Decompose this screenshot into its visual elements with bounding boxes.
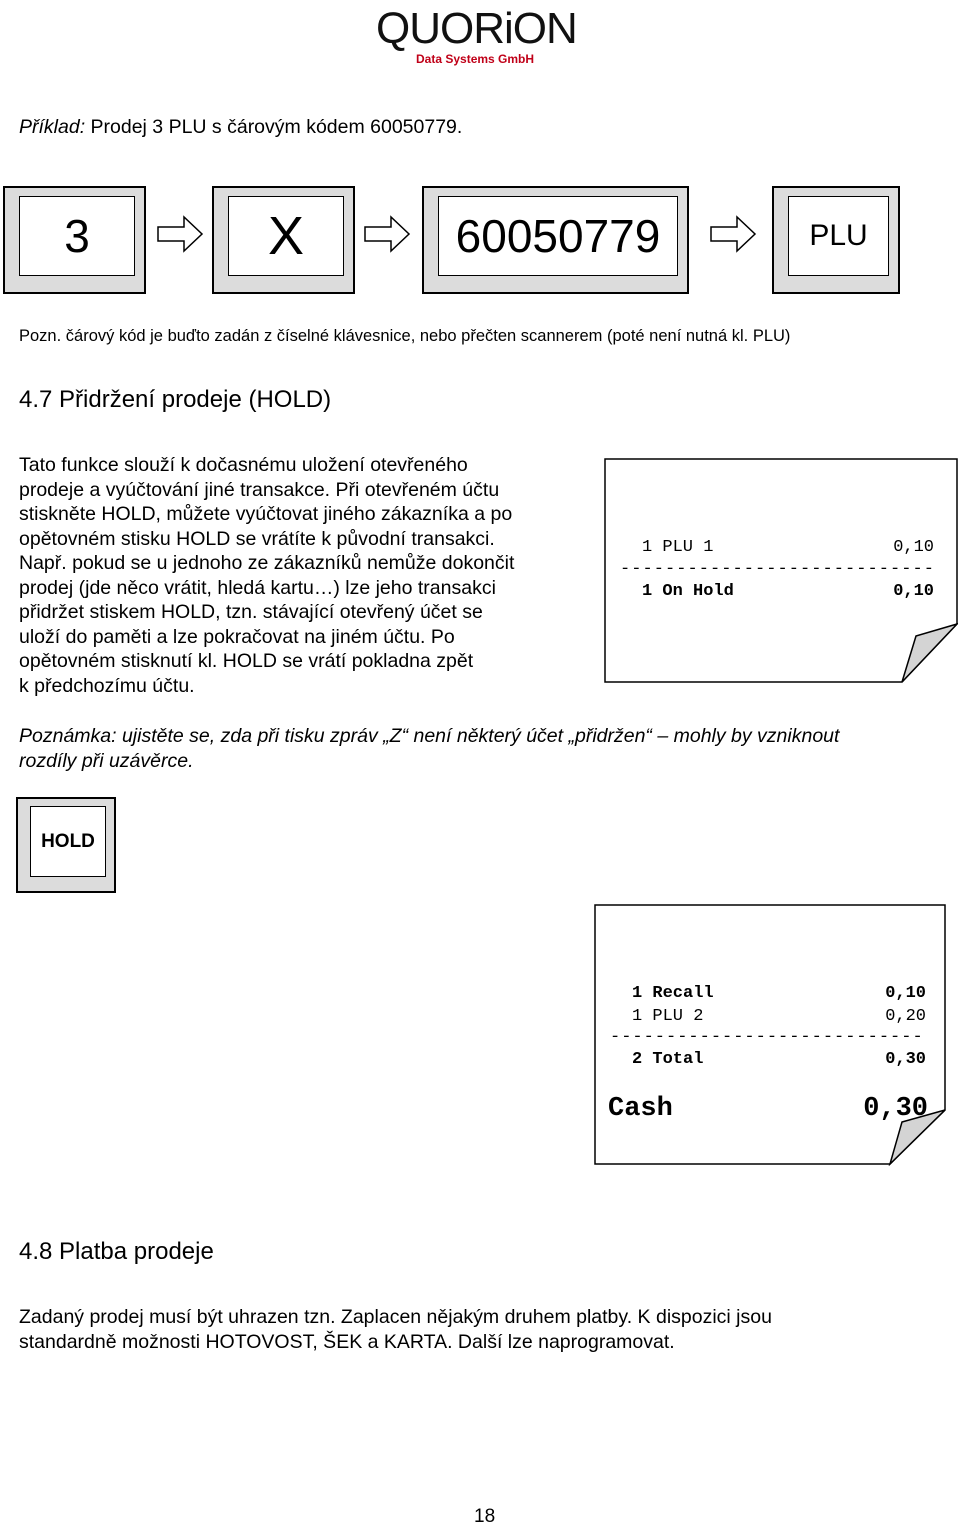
key-barcode-label: 60050779	[455, 210, 661, 262]
receipt-separator: ----------------------------	[620, 560, 936, 579]
key-x	[212, 186, 355, 294]
section-title-payment: 4.8 Platba prodeje	[19, 1238, 214, 1265]
receipt-line-value: 0,30	[885, 1050, 926, 1069]
key-hold-label: HOLD	[41, 830, 95, 852]
arrow-right-icon	[156, 214, 204, 254]
paragraph-line: přidržet stiskem HOLD, tzn. stávající otevřený účet se	[19, 601, 483, 623]
logo-wordmark: QUORiON	[376, 4, 577, 53]
receipt-hold	[604, 458, 958, 684]
page-number: 18	[474, 1506, 496, 1527]
receipt-line-value: 0,10	[885, 984, 926, 1003]
receipt-cash-value: 0,30	[863, 1094, 928, 1124]
paragraph-line: opětovném stisknutí kl. HOLD se vrátí pokladna zpět	[19, 650, 474, 672]
paragraph-line: uloží do paměti a lze pokračovat na jiném účtu. Po	[19, 625, 455, 648]
key-barcode	[422, 186, 689, 294]
key-hold	[16, 797, 116, 893]
receipt-line-label: 2 Total	[632, 1050, 704, 1069]
example-text: Prodej 3 PLU s čárovým kódem 60050779.	[85, 116, 463, 138]
hold-paragraph	[19, 453, 577, 698]
arrow-right-icon	[363, 214, 411, 254]
receipt-separator: ----------------------------	[610, 1028, 924, 1047]
paragraph-line: Zadaný prodej musí být uhrazen tzn. Zaplacen nějakým druhem platby. K dispozici jsou	[19, 1306, 772, 1328]
section-title-hold: 4.7 Přidržení prodeje (HOLD)	[19, 386, 332, 413]
example-line	[19, 115, 462, 140]
note-line: Poznámka: ujistěte se, zda při tisku zpráv „Z“ není některý účet „přidržen“ – mohly by vzniknout	[19, 725, 840, 747]
receipt-line-value: 0,10	[893, 582, 934, 601]
receipt-line-label: 1 On Hold	[642, 582, 734, 601]
key-x-label: X	[267, 206, 305, 266]
paragraph-line: k předchozímu účtu.	[19, 674, 195, 697]
paragraph-line: Např. pokud se u jednoho ze zákazníků nemůže dokončit	[19, 552, 515, 574]
paragraph-line: Tato funkce slouží k dočasnému uložení otevřeného	[19, 454, 468, 476]
key-plu-label: PLU	[809, 219, 868, 252]
payment-paragraph	[19, 1305, 956, 1354]
receipt-line-label: 1 PLU 1	[642, 538, 714, 557]
quorion-logo	[376, 4, 596, 66]
paragraph-line: prodej (jde něco vrátit, hledá kartu…) lze jeho transakci	[19, 576, 496, 599]
logo-subtitle: Data Systems GmbH	[416, 52, 535, 66]
key-plu	[772, 186, 900, 294]
receipt-line-value: 0,10	[893, 538, 934, 557]
receipt-recall	[594, 904, 946, 1166]
receipt-line-value: 0,20	[885, 1007, 926, 1026]
paragraph-line: standardně možnosti HOTOVOST, ŠEK a KARTA. Další lze naprogramovat.	[19, 1330, 675, 1353]
receipt-line-label: 1 Recall	[632, 984, 714, 1003]
paragraph-line: opětovném stisku HOLD se vrátíte k původní transakci.	[19, 527, 495, 550]
barcode-note: Pozn. čárový kód je buďto zadán z číselné klávesnice, nebo přečten scannerem (poté není nutná kl. PLU)	[19, 327, 791, 345]
note-line: rozdíly při uzávěrce.	[19, 749, 194, 772]
zreport-note	[19, 724, 956, 773]
arrow-right-icon	[709, 214, 757, 254]
key-3	[3, 186, 146, 294]
paragraph-line: prodeje a vyúčtování jiné transakce. Při otevřeném účtu	[19, 478, 500, 501]
key-3-label: 3	[64, 210, 90, 262]
paragraph-line: stiskněte HOLD, můžete vyúčtovat jiného zákazníka a po	[19, 503, 513, 525]
example-prefix: Příklad:	[19, 116, 86, 138]
receipt-line-label: 1 PLU 2	[632, 1007, 704, 1026]
receipt-cash-label: Cash	[608, 1094, 673, 1124]
